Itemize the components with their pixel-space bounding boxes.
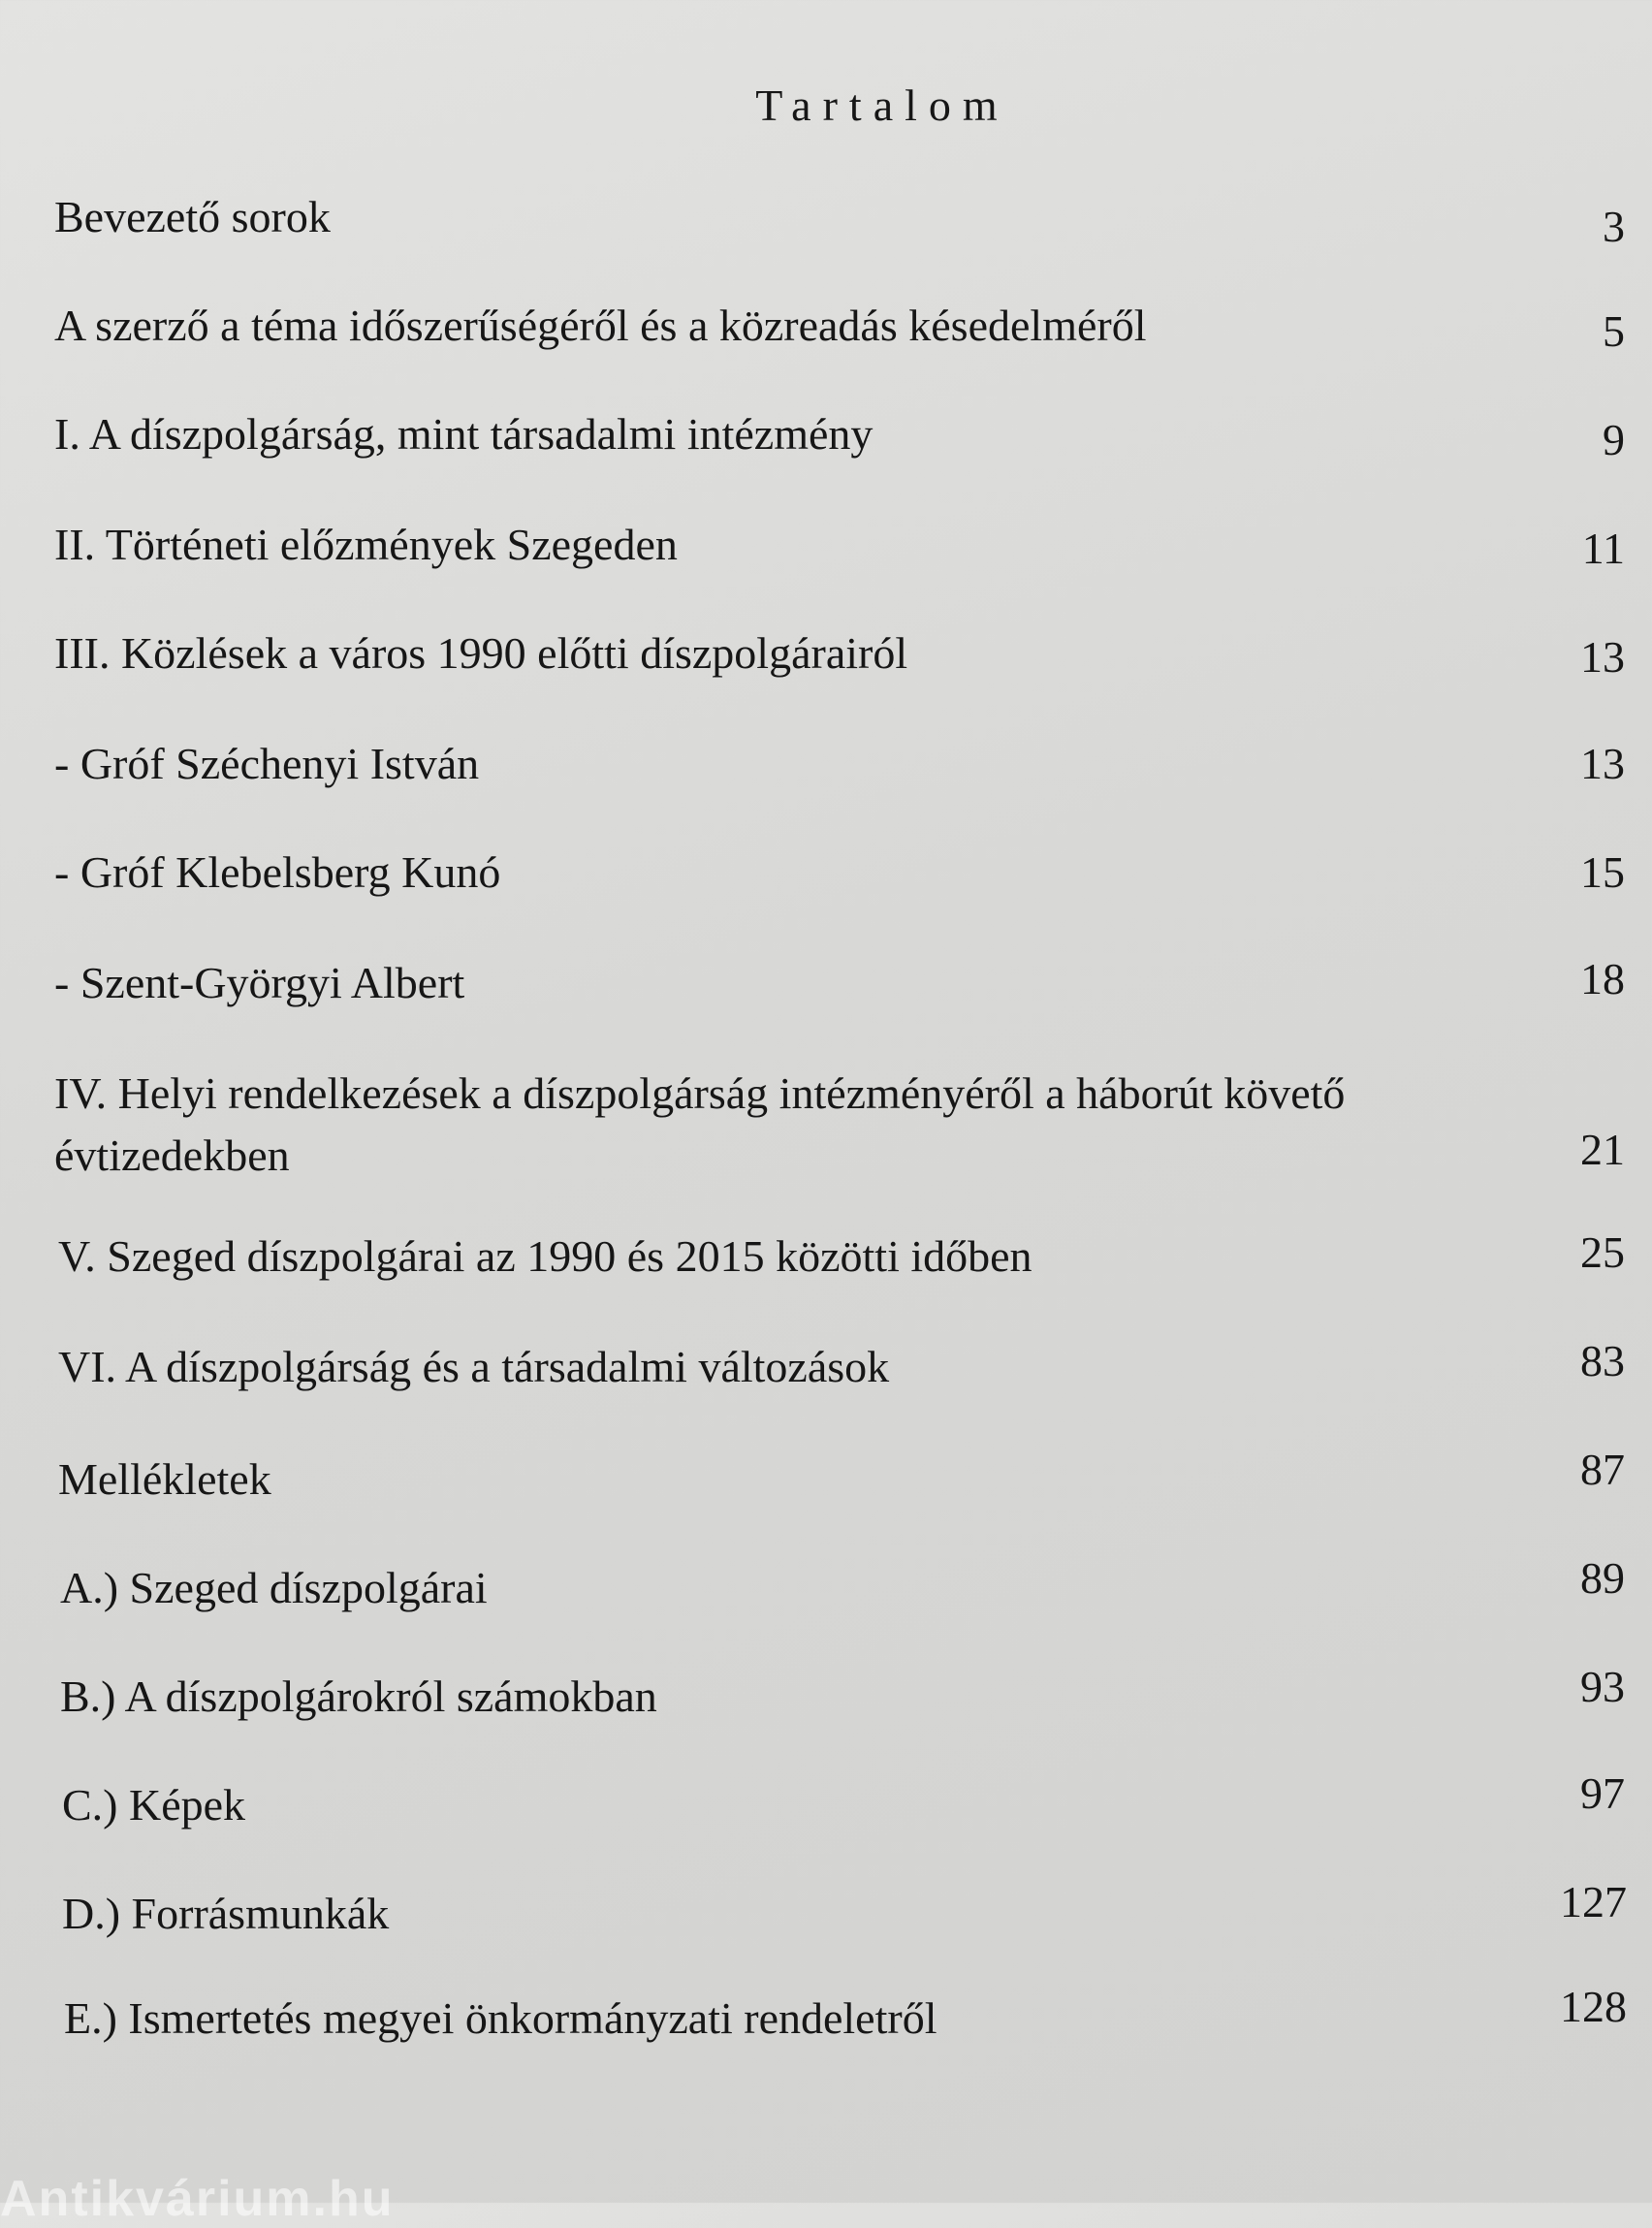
- watermark-text: Antikvárium.hu: [0, 2171, 395, 2227]
- toc-entry-page: 3: [1603, 202, 1625, 251]
- toc-entry-label: III. Közlések a város 1990 előtti díszpolgárairól: [54, 628, 908, 678]
- toc-entry-klebelsberg: [54, 842, 1625, 904]
- toc-entry-page: 87: [1580, 1445, 1625, 1494]
- toc-entry-appendix-a: [54, 1553, 1625, 1619]
- toc-entry-page: 13: [1580, 632, 1625, 682]
- toc-entry-appendix-d: [54, 1877, 1627, 1945]
- toc-entry-page: 97: [1580, 1768, 1625, 1818]
- toc-entry-chapter-5: [54, 1225, 1625, 1288]
- toc-entry-label: - Szent-Györgyi Albert: [54, 958, 465, 1007]
- toc-entry-label: B.) A díszpolgárokról számokban: [60, 1671, 657, 1721]
- toc-entry-page: 9: [1603, 415, 1625, 464]
- toc-entry-chapter-6: [54, 1336, 1625, 1398]
- toc-entry-mellekletek: [54, 1445, 1625, 1511]
- toc-entry-label: V. Szeged díszpolgárai az 1990 és 2015 közötti időben: [58, 1231, 1032, 1281]
- toc-entry-page: 21: [1580, 1125, 1625, 1174]
- toc-entry-chapter-1: [54, 403, 1625, 465]
- toc-entry-page: 93: [1580, 1662, 1625, 1711]
- toc-entry-label: - Gróf Széchenyi István: [54, 739, 480, 788]
- toc-entry-chapter-3: [54, 622, 1625, 684]
- toc-entry-label: D.) Forrásmunkák: [62, 1889, 390, 1938]
- toc-entry-szechenyi: [54, 733, 1625, 795]
- toc-entry-label: C.) Képek: [62, 1780, 246, 1830]
- toc-entry-szent-gyorgyi: [54, 952, 1625, 1014]
- toc-entry-page: 5: [1603, 306, 1625, 356]
- toc-entry-page: 25: [1580, 1227, 1625, 1277]
- toc-entry-page: 15: [1580, 847, 1625, 897]
- toc-entry-appendix-b: [54, 1662, 1625, 1728]
- toc-entry-label: A szerző a téma időszerűségéről és a közreadás késedelméről: [54, 301, 1147, 350]
- toc-entry-page: 127: [1560, 1877, 1627, 1926]
- toc-entry-page: 13: [1580, 739, 1625, 788]
- toc-entry-label: Mellékletek: [58, 1454, 271, 1504]
- toc-entry-bevezeto: [54, 186, 1625, 251]
- toc-entry-chapter-2: [54, 514, 1625, 576]
- toc-entry-label: I. A díszpolgárság, mint társadalmi intézmény: [54, 409, 874, 459]
- toc-entry-label: - Gróf Klebelsberg Kunó: [54, 847, 501, 897]
- toc-entry-page: 89: [1580, 1553, 1625, 1603]
- toc-entry-appendix-e: [54, 1982, 1627, 2050]
- toc-entry-page: 128: [1560, 1982, 1627, 2031]
- toc-entry-page: 83: [1580, 1336, 1625, 1385]
- toc-entry-szerzo: [54, 295, 1625, 357]
- toc-entry-page: 11: [1581, 524, 1625, 573]
- toc-entry-label: VI. A díszpolgárság és a társadalmi változások: [58, 1342, 890, 1391]
- toc-entry-label: E.) Ismertetés megyei önkormányzati rendeletről: [64, 1993, 937, 2043]
- toc-entry-label: Bevezető sorok: [54, 192, 331, 241]
- toc-entry-label: IV. Helyi rendelkezések a díszpolgárság intézményéről a háborút követő évtizedekben: [54, 1068, 1346, 1180]
- toc-entry-chapter-4: [54, 1063, 1625, 1187]
- toc-entry-page: 18: [1580, 954, 1625, 1003]
- toc-entry-label: II. Történeti előzmények Szegeden: [54, 520, 678, 569]
- toc-entry-label: A.) Szeged díszpolgárai: [60, 1563, 488, 1612]
- toc-entry-appendix-c: [54, 1768, 1625, 1836]
- page-title: Tartalom: [755, 80, 1009, 130]
